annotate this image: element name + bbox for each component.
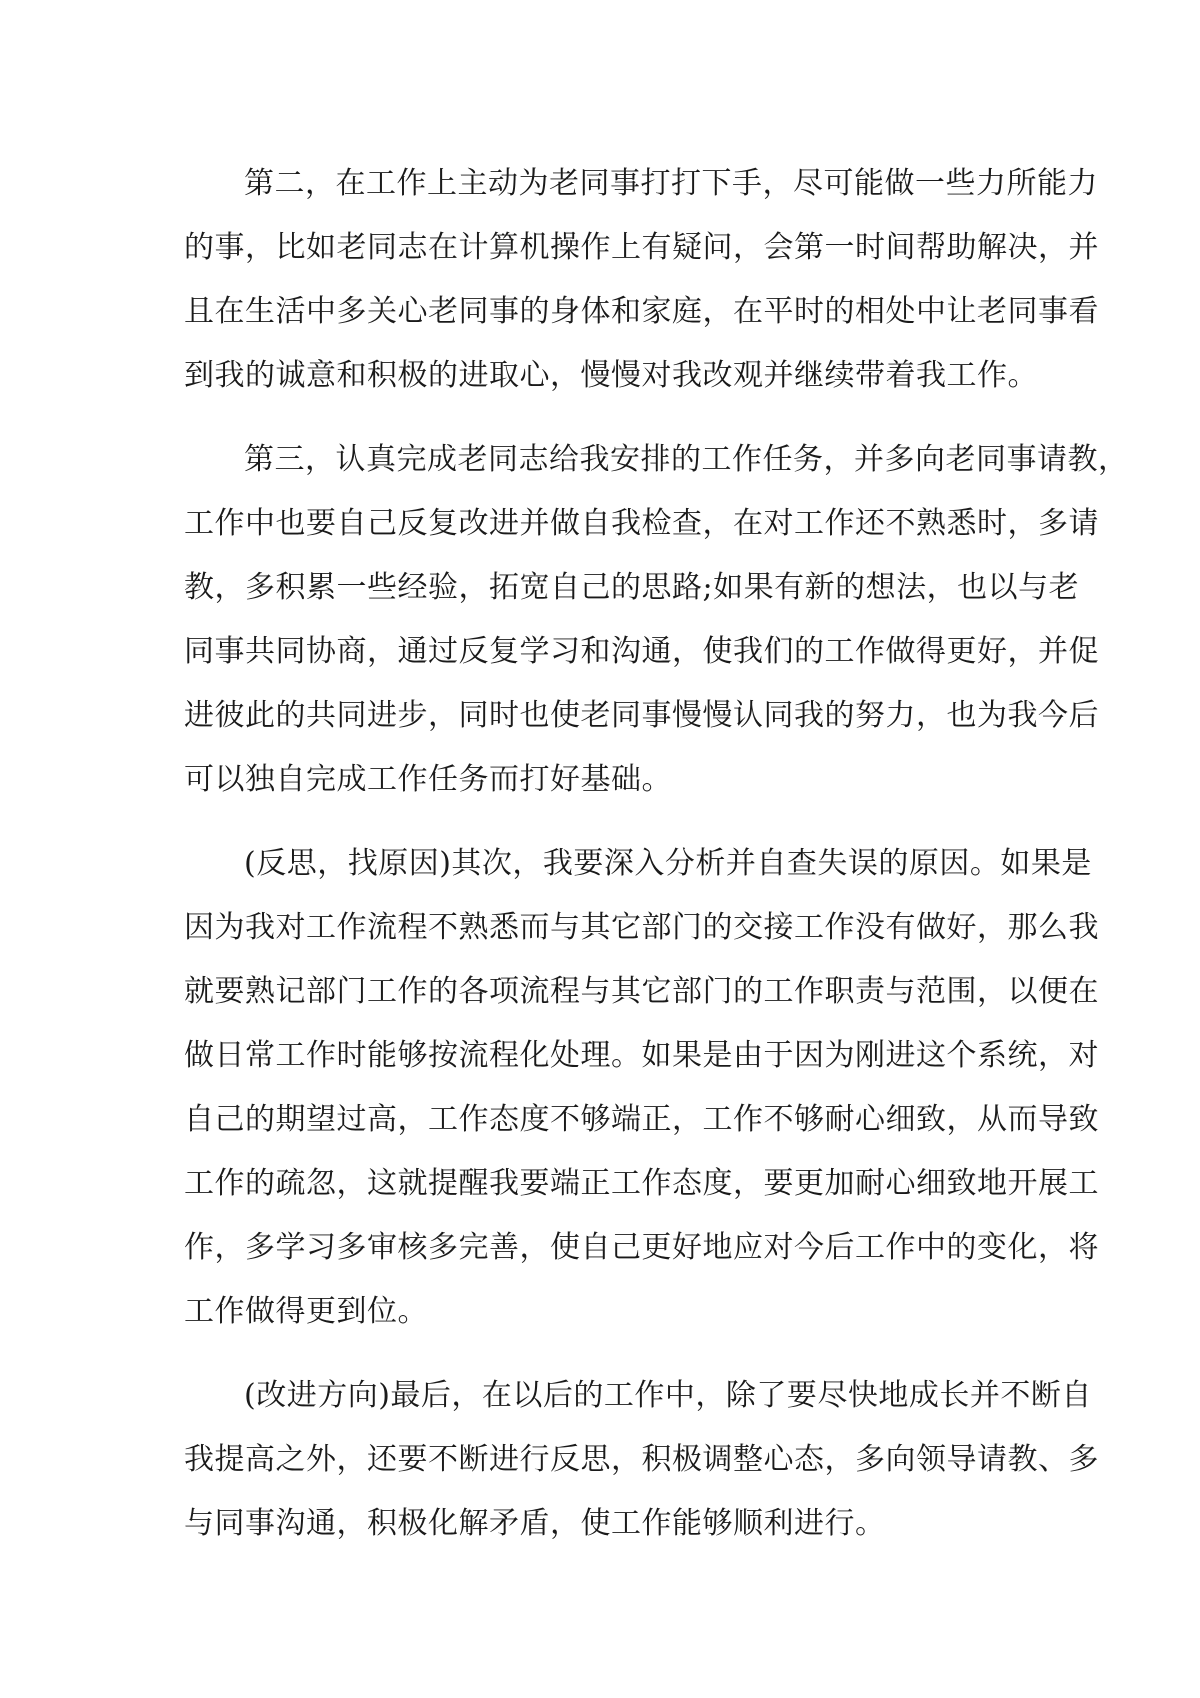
paragraph-line: 与同事沟通，积极化解矛盾，使工作能够顺利进行。 (184, 1506, 886, 1541)
paragraph-line: 同事共同协商，通过反复学习和沟通，使我们的工作做得更好，并促 (184, 634, 1099, 669)
paragraph-line: 工作做得更到位。 (184, 1294, 428, 1329)
paragraph-line: 做日常工作时能够按流程化处理。如果是由于因为刚进这个系统，对 (184, 1038, 1099, 1073)
paragraph-line: 第二，在工作上主动为老同事打打下手，尽可能做一些力所能力 (244, 166, 1098, 201)
document-body (184, 152, 1129, 1576)
paragraph-line: 的事，比如老同志在计算机操作上有疑问，会第一时间帮助解决，并 (184, 230, 1099, 265)
paragraph-second-point (184, 152, 1099, 408)
paragraph-line: 自己的期望过高，工作态度不够端正，工作不够耐心细致，从而导致 (184, 1102, 1099, 1137)
paragraph-line: (反思，找原因)其次，我要深入分析并自查失误的原因。如果是 (244, 846, 1092, 881)
paragraph-line: 到我的诚意和积极的进取心，慢慢对我改观并继续带着我工作。 (184, 358, 1038, 393)
paragraph-line: 可以独自完成工作任务而打好基础。 (184, 762, 672, 797)
paragraph-line: 工作的疏忽，这就提醒我要端正工作态度，要更加耐心细致地开展工 (184, 1166, 1099, 1201)
paragraph-third-point (184, 428, 1129, 812)
paragraph-improvement (184, 1364, 1099, 1556)
paragraph-reflection (184, 832, 1099, 1344)
paragraph-line: 第三，认真完成老同志给我安排的工作任务，并多向老同事请教， (244, 442, 1129, 477)
paragraph-line: 教，多积累一些经验，拓宽自己的思路;如果有新的想法，也以与老 (184, 570, 1080, 605)
paragraph-line: 就要熟记部门工作的各项流程与其它部门的工作职责与范围，以便在 (184, 974, 1099, 1009)
paragraph-line: 作，多学习多审核多完善，使自己更好地应对今后工作中的变化，将 (184, 1230, 1099, 1265)
paragraph-line: 工作中也要自己反复改进并做自我检查，在对工作还不熟悉时，多请 (184, 506, 1099, 541)
paragraph-line: 且在生活中多关心老同事的身体和家庭，在平时的相处中让老同事看 (184, 294, 1099, 329)
paragraph-line: (改进方向)最后，在以后的工作中，除了要尽快地成长并不断自 (244, 1378, 1092, 1413)
paragraph-line: 进彼此的共同进步，同时也使老同事慢慢认同我的努力，也为我今后 (184, 698, 1099, 733)
paragraph-line: 因为我对工作流程不熟悉而与其它部门的交接工作没有做好，那么我 (184, 910, 1099, 945)
paragraph-line: 我提高之外，还要不断进行反思，积极调整心态，多向领导请教、多 (184, 1442, 1099, 1477)
